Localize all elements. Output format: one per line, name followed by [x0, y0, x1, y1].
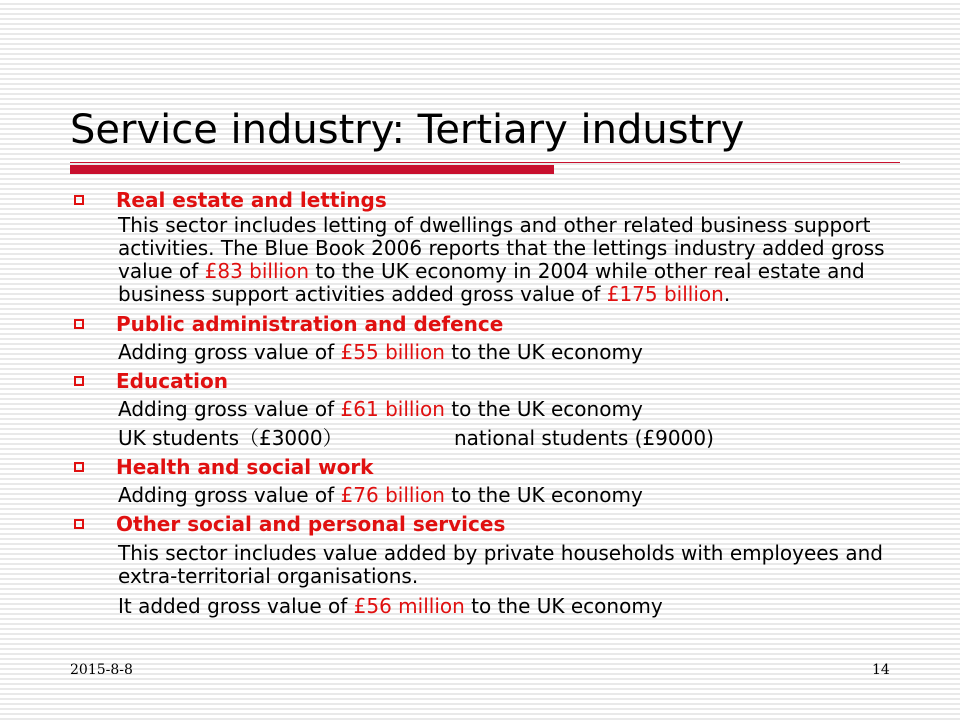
square-bullet-icon [74, 376, 84, 386]
item-heading: Other social and personal services [116, 512, 506, 536]
item-description: Adding gross value of £61 billion to the UK economy [118, 397, 643, 421]
item-description: Adding gross value of £76 billion to the UK economy [118, 483, 643, 507]
uk-students-fee: UK students（£3000） [118, 426, 343, 450]
title-underline-thick [70, 165, 554, 174]
square-bullet-icon [74, 462, 84, 472]
bullet-list [70, 186, 900, 621]
value-highlight: £56 million [353, 594, 465, 618]
value-highlight: £175 billion [606, 282, 724, 306]
list-item-public-administration [70, 310, 900, 367]
value-highlight: £76 billion [340, 483, 445, 507]
student-fees [118, 424, 900, 453]
square-bullet-icon [74, 319, 84, 329]
item-heading: Education [116, 369, 228, 393]
list-item-other-services [70, 510, 900, 621]
slide-title: Service industry: Tertiary industry [70, 107, 745, 153]
list-item-health [70, 453, 900, 510]
page-number: 14 [872, 662, 890, 678]
square-bullet-icon [74, 519, 84, 529]
square-bullet-icon [74, 195, 84, 205]
item-heading: Real estate and lettings [116, 188, 387, 212]
item-description: This sector includes value added by private households with employees and extra-territorial organisations. [118, 541, 883, 588]
item-heading: Health and social work [116, 455, 374, 479]
footer-date: 2015-8-8 [70, 662, 133, 678]
list-item-education [70, 367, 900, 453]
national-students-fee: national students (£9000) [454, 426, 714, 450]
value-highlight: £55 billion [340, 340, 445, 364]
value-highlight: £83 billion [204, 259, 309, 283]
item-description: Adding gross value of £55 billion to the UK economy [118, 340, 643, 364]
title-underline-thin [70, 162, 900, 163]
list-item-real-estate [70, 186, 900, 306]
value-highlight: £61 billion [340, 397, 445, 421]
item-description: This sector includes letting of dwellings and other related business support activities. The Blue Book 2006 reports that the lettings industry added gross value of £83 billion to the UK economy in 2004 while other real estate and business support activities added gross value of £175 billion. [118, 213, 885, 306]
item-value-line: It added gross value of £56 million to the UK economy [118, 594, 663, 618]
item-heading: Public administration and defence [116, 312, 504, 336]
